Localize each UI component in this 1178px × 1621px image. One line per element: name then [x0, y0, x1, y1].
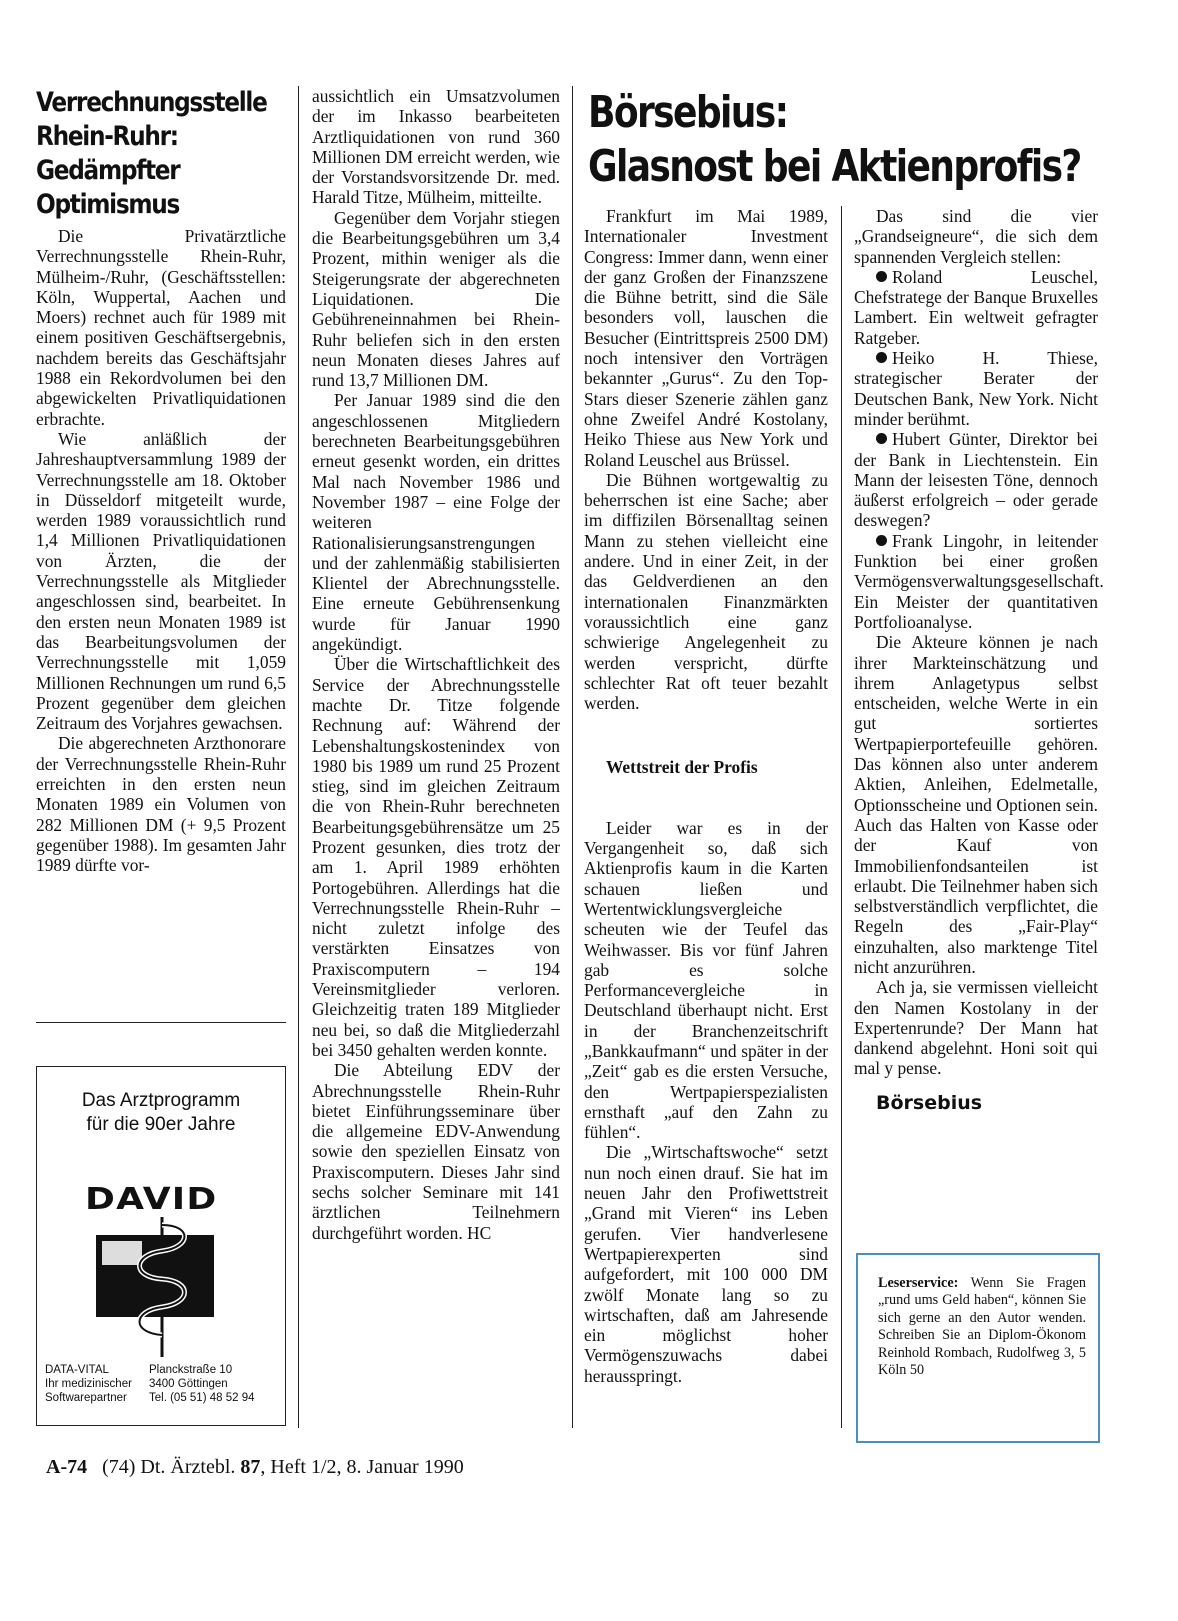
subheading: Wettstreit der Profis — [606, 757, 758, 778]
paragraph: Leider war es in der Vergangenheit so, daß sich Aktienprofis kaum in die Karten schauen ließen und Wertentwicklungsvergleiche scheuten wie der Teufel das Weihwasser. Bis vor fünf Jahren gab es solche Performancevergleiche in Deutschland überhaupt nicht. Erst in der Branchenzeitschrift „Bankkaufmann“ und später in der „Zeit“ gab es die ersten Versuche, den Wertpapierspezialisten ernsthaft „auf den Zahn zu fühlen“. — [584, 817, 828, 1143]
right-article-column-3 — [584, 206, 828, 1386]
left-article-headline — [36, 86, 267, 222]
bullet-icon — [876, 352, 887, 363]
column-rule — [298, 86, 299, 1428]
ad-headline-line: Das Arztprogramm — [81, 1090, 241, 1111]
reader-service-label: Leserservice: — [878, 1275, 959, 1291]
headline-line: Börsebius: — [588, 87, 788, 138]
volume-number: 87 — [240, 1456, 261, 1478]
paragraph: Die Abteilung EDV der Abrechnungsstelle Rhein-Ruhr bietet Einführungsseminare über die allgemeine EDV-Anwendung sowie den speziellen Einsatz von Praxiscomputern. Dieses Jahr sind sechs solcher Seminare mit 141 ärztlichen Teilnehmern durchgeführt worden. HC — [312, 1060, 560, 1243]
headline-line: Verrechnungsstelle — [36, 87, 267, 118]
citation-prefix: (74) Dt. Ärztebl. — [102, 1456, 236, 1478]
reader-service-text: Wenn Sie Fragen „rund ums Geld haben“, können Sie sich gerne an den Autor wenden. Schreiben Sie an Diplom-Ökonom Reinhold Rombach, Rudolfweg 3, 5 Köln 50 — [878, 1275, 1087, 1379]
bullet-item: Roland Leuschel, Chefstratege der Banque Bruxelles Lambert. Ein weltweit gefragter Ratgeber. — [854, 266, 1098, 348]
ad-address: Planckstraße 10 3400 Göttingen Tel. (05 51) 48 52 94 — [149, 1364, 255, 1404]
bullet-item: Hubert Günter, Direktor bei der Bank in Liechtenstein. Ein Mann der leisesten Töne, dennoch äußerst erfolgreich – oder gerade deswegen? — [854, 429, 1098, 531]
headline-line: Rhein-Ruhr: — [36, 121, 178, 152]
david-advertisement — [36, 1066, 286, 1426]
paragraph: Frankfurt im Mai 1989, Internationaler Investment Congress: Immer dann, wenn einer der ganz Großen der Finanzszene die Bühne betritt, sind die Säle besonders voll, lauschen die Besucher (Eintrittspreis 2500 DM) noch intensiver den Vorträgen bekannter „Gurus“. Zu den Top-Stars dieser Szenerie zählen ganz ohne Zweifel André Kostolany, Heiko Thiese aus New York und Roland Leuschel aus Brüssel. — [584, 206, 828, 470]
ad-headline-line: für die 90er Jahre — [86, 1114, 236, 1135]
left-article-column-1 — [36, 226, 286, 876]
column-1-separator — [36, 1022, 286, 1023]
ad-company: DATA-VITAL Ihr medizinischer Softwarepartner — [45, 1364, 132, 1404]
bullet-icon — [876, 433, 887, 444]
author-signature: Börsebius — [876, 1091, 983, 1114]
page-footer — [46, 1456, 464, 1479]
left-article-column-2 — [312, 86, 560, 1243]
paragraph: Die Privatärztliche Verrechnungsstelle Rhein-Ruhr, Mülheim-/Ruhr, (Geschäftsstellen: Köln, Wuppertal, Aachen und Moers) rechnet auch für 1989 mit einem positiven Geschäftsergebnis, nachdem bereits das Geschäftsjahr 1988 ein Rekordvolumen bei den abgewickelten Privatliquidationen erbrachte. — [36, 226, 286, 429]
bullet-item: Heiko H. Thiese, strategischer Berater der Deutschen Bank, New York. Nicht minder berühmt. — [854, 348, 1098, 429]
paragraph: Die „Wirtschaftswoche“ setzt nun noch einen drauf. Sie hat im neuen Jahr den Profiwettstreit „Grand mit Vieren“ ins Leben gerufen. Vier handverlesene Wertpapierexperten sind aufgefordert, mit 100 000 DM zwölf Monate lang so zu wirtschaften, daß am Jahresende ein möglichst hoher Vermögenszuwachs dabei herausspringt. — [584, 1142, 828, 1386]
column-rule — [841, 206, 842, 1428]
paragraph: Per Januar 1989 sind die den angeschlossenen Mitgliedern berechneten Bearbeitungsgebühren erneut gesenkt worden, ein drittes Mal nach November 1986 und November 1987 – eine Folge der weiteren Rationalisierungsanstrengungen und der zahlenmäßig stabilisierten Klientel der Abrechnungsstelle. Eine erneute Gebührensenkung wurde für Januar 1990 angekündigt. — [312, 390, 560, 655]
page-number: A-74 — [46, 1456, 88, 1478]
paragraph: Die abgerechneten Arzthonorare der Verrechnungsstelle Rhein-Ruhr erreichten in den ersten neun Monaten 1989 ein Volumen von 282 Millionen DM (+ 9,5 Prozent gegenüber 1988). Im gesamten Jahr 1989 dürfte vor- — [36, 733, 286, 876]
ad-headline — [37, 1089, 285, 1137]
bullet-icon — [876, 535, 887, 546]
paragraph: aussichtlich ein Umsatzvolumen der im Inkasso bearbeiteten Arztliquidationen von rund 360 Millionen DM erreicht werden, wie der Vorstandsvorsitzende Dr. med. Harald Titze, Mülheim, mitteilte. — [312, 86, 560, 208]
article-separator — [572, 86, 573, 1428]
paragraph: Die Bühnen wortgewaltig zu beherrschen ist eine Sache; aber im diffizilen Börsenalltag seinen Mann zu stehen vielleicht eine andere. Und in einer Zeit, in der das Geldverdienen an den internationalen Finanzmärkten voraussichtlich eine ganz schwierige Angelegenheit zu werden verspricht, dürfte schlechter Rat oft teuer bezahlt werden. — [584, 469, 828, 714]
headline-line: Optimismus — [36, 189, 180, 220]
caduceus-disk-illustration — [92, 1217, 232, 1357]
citation-suffix: , Heft 1/2, 8. Januar 1990 — [260, 1456, 464, 1478]
right-article-headline — [588, 86, 1113, 194]
headline-line: Gedämpfter — [36, 155, 180, 186]
paragraph: Wie anläßlich der Jahreshauptversammlung 1989 der Verrechnungsstelle am 18. Oktober in Düsseldorf mitgeteilt wurde, werden 1989 voraussichtlich rund 1,4 Millionen Privatliquidationen von Ärzten, die der Verrechnungsstelle als Mitglieder angeschlossen sind, bearbeitet. In den ersten neun Monaten 1989 ist das Bearbeitungsvolumen der Verrechnungsstelle mit 1,059 Millionen Rechnungen um rund 6,5 Prozent gegenüber dem gleichen Zeitraum des Vorjahres gewachsen. — [36, 428, 286, 734]
paragraph: Gegenüber dem Vorjahr stiegen die Bearbeitungsgebühren um 3,4 Prozent, mithin weniger als die Steigerungsrate der abgerechneten Liquidationen. Die Gebühreneinnahmen bei Rhein-Ruhr beliefen sich in den ersten neun Monaten dieses Jahres auf rund 13,7 Millionen DM. — [312, 207, 560, 391]
reader-service-box — [856, 1253, 1100, 1443]
right-article-column-4 — [854, 206, 1104, 1114]
david-logo: DAVID — [85, 1182, 218, 1217]
paragraph: Das sind die vier „Grandseigneure“, die sich dem spannenden Vergleich stellen: — [854, 206, 1098, 267]
headline-line: Glasnost bei Aktienprofis? — [588, 141, 1081, 192]
bullet-item: Frank Lingohr, in leitender Funktion bei einer großen Vermögensverwaltungsgesellschaft. Ein Meister der quantitativen Portfolioanalyse. — [854, 530, 1104, 632]
paragraph: Ach ja, sie vermissen vielleicht den Namen Kostolany in der Expertenrunde? Der Mann hat dankend abgelehnt. Honi soit qui mal y pense. — [854, 977, 1098, 1079]
bullet-icon — [876, 271, 887, 282]
paragraph: Die Akteure können je nach ihrer Markteinschätzung und ihrem Anlagetypus selbst entscheiden, welche Werte in ein gut sortiertes Wertpapierportefeuille gehören. Das können also unter anderem Aktien, Anleihen, Edelmetalle, Optionsscheine und Optionen sein. Auch das Halten von Kasse oder der Kauf von Immobilienfondsanteilen ist erlaubt. Die Teilnehmer haben sich selbstverständlich verpflichtet, die Regeln des „Fair-Play“ einzuhalten, also marktenge Titel nicht anzurühren. — [854, 632, 1098, 977]
paragraph: Über die Wirtschaftlichkeit des Service der Abrechnungsstelle machte Dr. Titze folgende Rechnung auf: Während der Lebenshaltungskostenindex von 1980 bis 1989 um rund 25 Prozent stieg, sind im gleichen Zeitraum die von Rhein-Ruhr berechneten Bearbeitungsgebührensätze um 25 Prozent gesunken, dies trotz der am 1. April 1989 erhöhten Portogebühren. Allerdings hat die Verrechnungsstelle Rhein-Ruhr – nicht zuletzt infolge des verstärkten Einsatzes von Praxiscomputern – 194 Vereinsmitglieder verloren. Gleichzeitig traten 189 Mitglieder neu bei, so daß die Mitgliederzahl bei 3450 gehalten werden konnte. — [312, 654, 560, 1060]
